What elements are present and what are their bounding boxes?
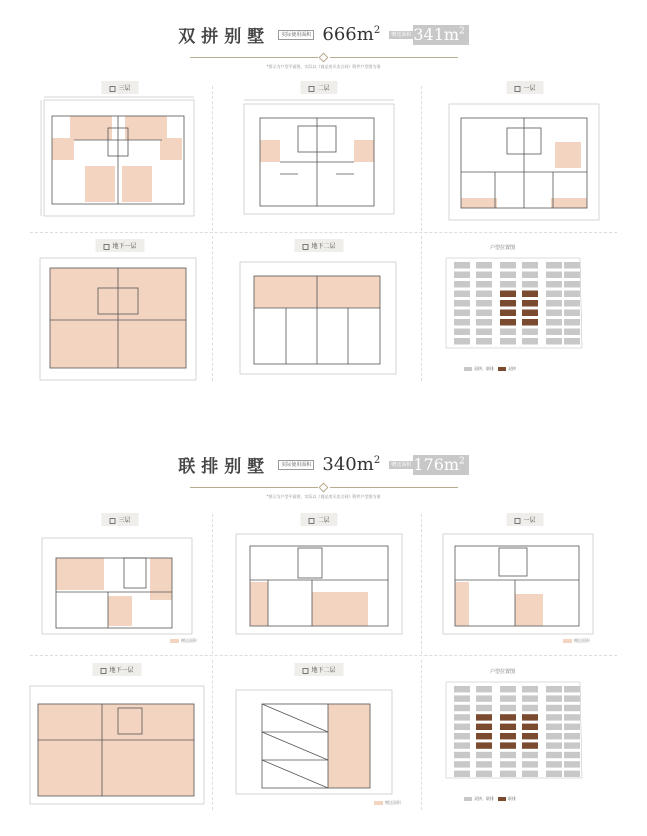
site-block [564,281,580,288]
site-block [476,752,492,758]
site-plan-drawing [440,244,590,364]
floor-plan-panel [226,236,412,386]
floor-plan-panel [30,78,210,228]
site-block [564,329,580,336]
site-block [476,724,492,730]
site-block [564,761,580,767]
site-block [500,291,516,298]
floor-plan-panel [226,78,412,228]
site-block [522,329,538,336]
site-block [522,262,538,269]
floor-plan-drawing [226,78,412,228]
floor-plan-panel [435,510,615,650]
site-block [546,319,562,326]
site-block [564,724,580,730]
site-block [476,733,492,739]
gift-label-box: 赠送面积 [391,31,412,38]
site-block [454,281,470,288]
site-block [500,752,516,758]
divider-diamond [319,483,329,493]
site-block [454,714,470,720]
floor-label: 地下二层 [294,663,343,676]
gift-legend: 赠送面积 [563,638,590,644]
site-block [454,742,470,748]
site-block [546,752,562,758]
site-block [500,742,516,748]
site-block [564,714,580,720]
site-block [546,291,562,298]
site-block [546,695,562,701]
site-block [500,262,516,269]
floor-plan-panel [226,510,412,650]
site-block [500,695,516,701]
site-block [522,310,538,317]
site-block [522,771,538,777]
site-block [454,262,470,269]
site-block [564,705,580,711]
site-block [500,724,516,730]
site-block [454,310,470,317]
site-block [564,310,580,317]
separator [421,86,422,231]
section-title: 双拼别墅 [178,27,271,47]
floor-plan-drawing [30,78,210,228]
title-divider-left [190,487,318,488]
separator [212,236,213,381]
site-block [476,272,492,279]
separator [421,514,422,654]
site-block [564,733,580,739]
site-block [546,262,562,269]
floor-label: 地下二层 [294,239,343,252]
floor-plan-drawing [435,78,615,228]
area-label-box: 实际使用面积 [278,30,314,40]
site-legend: 双拼、联排 双拼 [460,366,516,372]
site-block [522,714,538,720]
site-plan-drawing [440,668,590,794]
floor-label: 三层 [101,513,138,526]
site-block [564,319,580,326]
floor-plan-panel [30,510,210,650]
site-block [522,724,538,730]
site-block [476,291,492,298]
site-plan-panel [440,668,590,808]
gift-legend: 赠送面积 [374,800,401,806]
site-block [454,329,470,336]
site-block [522,705,538,711]
site-block [476,329,492,336]
floor-plan-drawing [226,236,412,386]
site-block [546,771,562,777]
site-block [454,272,470,279]
site-plan-title: 户型位置图 [490,669,516,675]
gift-legend: 赠送面积 [170,638,197,644]
site-block [454,686,470,692]
separator [212,514,213,654]
separator [30,232,617,233]
site-block [546,338,562,345]
site-block [454,761,470,767]
site-block [564,695,580,701]
separator [212,86,213,231]
site-block [564,686,580,692]
floor-label: 三层 [101,81,138,94]
site-legend: 双拼、联排 联排 [460,796,516,802]
floor-plan-drawing [435,510,615,640]
site-block [476,686,492,692]
site-block [546,733,562,739]
site-block [476,705,492,711]
site-block [454,695,470,701]
site-block [522,752,538,758]
floor-label: 二层 [300,513,337,526]
site-block [564,742,580,748]
area-value: $340m^2$ [322,454,381,475]
site-block [454,338,470,345]
site-block [522,319,538,326]
disclaimer-note: *图示为户型平面图，实际以《商品房买卖合同》附件户型图为准 [266,494,381,499]
site-block [546,714,562,720]
site-block [454,724,470,730]
site-block [454,291,470,298]
floor-label: 二层 [300,81,337,94]
site-block [546,300,562,307]
site-block [500,733,516,739]
site-block [500,272,516,279]
section-title-row [0,22,647,52]
site-block [476,761,492,767]
site-block [476,262,492,269]
site-block [522,338,538,345]
floor-label: 地下一层 [95,239,144,252]
floor-plan-panel [22,660,212,810]
site-block [522,761,538,767]
floor-plan-drawing [226,510,412,640]
site-block [500,300,516,307]
separator [30,655,617,656]
site-block [546,310,562,317]
site-block [522,686,538,692]
floor-plan-panel [30,236,210,386]
site-block [564,272,580,279]
area-label-box: 实际使用面积 [278,460,314,470]
site-block [564,752,580,758]
floor-plan-drawing [30,510,210,640]
site-block [546,724,562,730]
site-block [546,272,562,279]
site-block [564,291,580,298]
site-block [476,695,492,701]
site-block [522,742,538,748]
separator [421,660,422,810]
site-block [476,338,492,345]
title-divider-right [330,57,458,58]
site-block [546,761,562,767]
floor-plan-panel [226,660,412,810]
site-block [522,291,538,298]
site-block [546,705,562,711]
site-block [454,771,470,777]
site-block [564,262,580,269]
site-block [476,714,492,720]
site-block [500,761,516,767]
gift-area-value: $176m^2$ [413,455,468,475]
site-block [454,705,470,711]
site-block [476,281,492,288]
site-block [564,300,580,307]
floor-plan-drawing [30,236,210,386]
separator [421,236,422,381]
separator [212,660,213,810]
site-block [454,319,470,326]
title-divider-right [330,487,458,488]
disclaimer-note: *图示为户型平面图，实际以《商品房买卖合同》附件户型图为准 [266,64,381,69]
site-plan-title: 户型位置图 [490,245,516,251]
site-block [522,695,538,701]
site-block [500,329,516,336]
site-block [564,771,580,777]
site-block [476,310,492,317]
site-block [500,714,516,720]
site-block [500,705,516,711]
site-block [476,742,492,748]
site-block [500,686,516,692]
section-title-row [0,452,647,482]
gift-label-box: 赠送面积 [391,461,412,468]
divider-diamond [319,53,329,63]
floor-label: 地下一层 [92,663,141,676]
site-block [546,686,562,692]
site-block [564,338,580,345]
site-block [500,319,516,326]
site-plan-panel [440,244,590,376]
site-block [522,300,538,307]
floor-label: 一层 [506,81,543,94]
site-block [476,319,492,326]
floor-plan-panel [435,78,615,228]
site-block [546,742,562,748]
site-block [500,338,516,345]
site-block [500,281,516,288]
site-block [500,771,516,777]
site-block [454,733,470,739]
site-block [546,281,562,288]
site-block [476,300,492,307]
site-block [476,771,492,777]
site-block [454,752,470,758]
section-title: 联排别墅 [178,457,271,477]
title-divider-left [190,57,318,58]
site-block [522,733,538,739]
site-block [522,272,538,279]
site-block [522,281,538,288]
floor-plan-drawing [226,660,412,800]
floor-label: 一层 [506,513,543,526]
site-block [546,329,562,336]
floor-plan-drawing [22,660,212,810]
site-block [454,300,470,307]
site-block [500,310,516,317]
area-value: $666m^2$ [322,24,381,45]
gift-area-value: $341m^2$ [413,25,468,45]
